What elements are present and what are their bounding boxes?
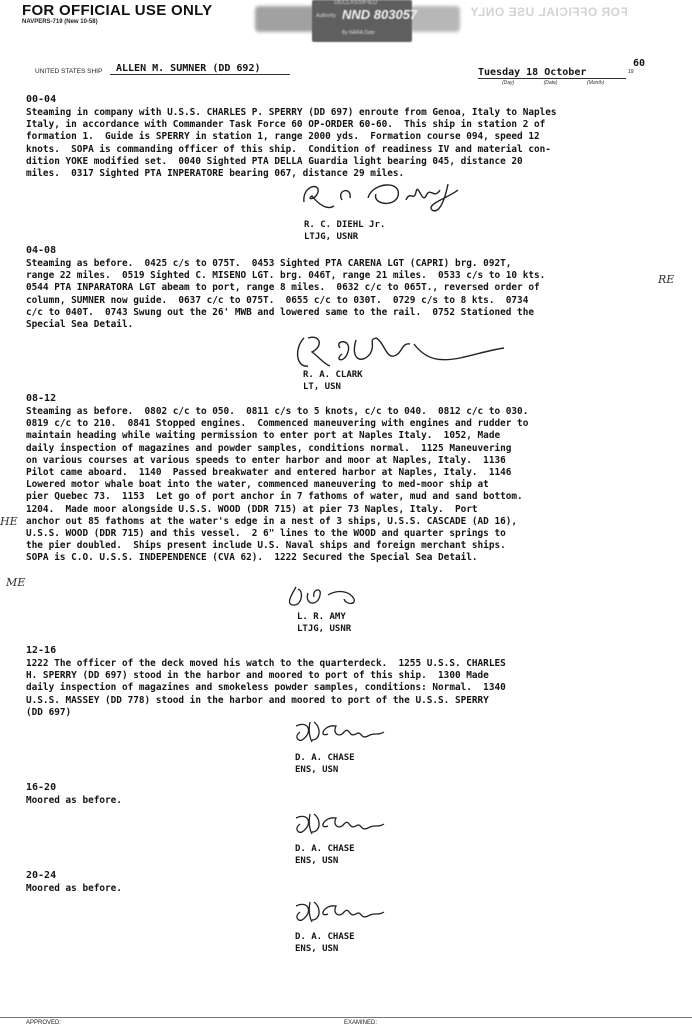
watch-period: 12-16 [26, 645, 57, 656]
month-caption: (Month) [586, 80, 605, 86]
ship-label: UNITED STATES SHIP [35, 68, 103, 75]
ship-name: ALLEN M. SUMNER (DD 692) [110, 63, 290, 75]
signature-scribble [292, 718, 388, 744]
approved-label: APPROVED: [26, 1020, 62, 1026]
ink-smudge [410, 6, 460, 32]
declassified-stamp [312, 0, 418, 42]
signature-scribble [298, 176, 478, 216]
watch-period: 04-08 [26, 245, 57, 256]
date-caption: (Date) [543, 80, 558, 86]
stamp-by-line: By NARA Date [342, 30, 375, 36]
year-value: 60 [633, 58, 646, 69]
form-number: NAVPERS-719 (New 10-58) [22, 19, 98, 25]
signature-block: D. A. CHASE ENS, USN [295, 753, 355, 775]
watch-period: 00-04 [26, 94, 57, 105]
margin-initials: RE [658, 273, 675, 286]
examined-label: EXAMINED: [344, 1020, 378, 1026]
year-prefix: 19 [628, 69, 634, 75]
day-caption: (Day) [502, 80, 515, 86]
footer-divider [0, 1017, 692, 1018]
stamp-number: NND 803057 [342, 7, 418, 22]
signature-block: D. A. CHASE ENS, USN [295, 932, 355, 954]
bleed-through-text: FOR OFFICIAL USE ONLY [470, 5, 628, 19]
signature-block: R. C. DIEHL Jr. LTJG, USNR [304, 220, 386, 242]
watch-entry: Steaming as before. 0425 c/s to 075T. 0453 Sighted PTA CARENA LGT (CAPRI) brg. 092T, range 22 miles. 0519 Sighted C. MISENO LGT. brg. 046T, range 21 miles. 0533 c/s to 10 kts. 0544 PTA INPARATORA LGT abeam to port, range 8 miles. 0632 c/c to 065T., reversed order of column, SUMNER now guide. 0637 c/c to 075T. 0655 c/c to 030T. 0729 c/s to 8 kts. 0734 c/c to 040T. 0743 Swung out the 26' MWB and lowered same to the rail. 0752 Stationed the Special Sea Detail. [26, 258, 546, 331]
watch-entry: Steaming in company with U.S.S. CHARLES P. SPERRY (DD 697) enroute from Genoa, Italy to Naples Italy, in accordance with Commander Task Force 60 OP-ORDER 60-60. This ship in station 2 of formation 1. Guide is SPERRY in station 1, range 2000 yds. Formation course 094, speed 12 knots. SOPA is commanding officer of this ship. Condition of readiness IV and material con- dition YOKE modified set. 0040 Sighted PTA DELLA Guardia light bearing 045, distance 20 miles. 0317 Sighted PTA INPERATORE bearing 067, distance 29 miles. [26, 107, 557, 180]
log-date: Tuesday 18 October [478, 67, 626, 79]
signature-scribble [290, 330, 510, 374]
watch-period: 20-24 [26, 870, 57, 881]
signature-block: R. A. CLARK LT, USN [303, 370, 363, 392]
signature-scribble [292, 898, 388, 924]
signature-scribble [284, 583, 364, 611]
watch-entry: Moored as before. [26, 883, 122, 894]
watch-period: 08-12 [26, 393, 57, 404]
ink-smudge [255, 6, 317, 32]
watch-entry: Moored as before. [26, 795, 122, 806]
signature-scribble [292, 810, 388, 836]
watch-period: 16-20 [26, 782, 57, 793]
stamp-label: DECLASSIFIED [334, 0, 378, 6]
margin-initials: ME [6, 576, 26, 589]
watch-entry: Steaming as before. 0802 c/c to 050. 0811 c/s to 5 knots, c/c to 040. 0812 c/c to 030. 0819 c/c to 210. 0841 Stopped engines. Commenced maneuvering with engines and rudder to maintain heading while waiting permission to enter port at Naples Italy. 1052, Made daily inspection of magazines and powder samples, conditions normal. 1125 Maneuvering on various courses at various speeds to enter harbor and moor at Naples, Italy. 1136 Pilot came aboard. 1140 Passed breakwater and entered harbor at Naples, Italy. 1146 Lowered motor whale boat into the water, commenced maneuvering to med-moor ship at pier Quebec 73. 1153 Let go of port anchor in 7 fathoms of water, mud and sand bottom. 1204. Made moor alongside U.S.S. WOOD (DDR 715) at pier 73 Naples, Italy. Port anchor out 85 fathoms at the water's edge in a nest of 3 ships, U.S.S. CASCADE (AD 16), U.S.S. WOOD (DDR 715) and this vessel. 2 6" lines to the WOOD and quarter springs to the pier doubled. Ships present include U.S. Naval ships and foreign merchant ships. SOPA is C.O. U.S.S. INDEPENDENCE (CVA 62). 1222 Secured the Special Sea Detail. [26, 406, 529, 564]
stamp-authority: Authority [316, 13, 336, 19]
signature-block: D. A. CHASE ENS, USN [295, 844, 355, 866]
signature-block: L. R. AMY LTJG, USNR [297, 612, 352, 634]
date-captions [502, 80, 632, 86]
margin-initials: HE [0, 515, 18, 528]
watch-entry: 1222 The officer of the deck moved his watch to the quarterdeck. 1255 U.S.S. CHARLES H. SPERRY (DD 697) stood in the harbor and moored to port of this ship. 1300 Made daily inspection of magazines and smokeless powder samples, conditions: Normal. 1340 U.S.S. MASSEY (DD 778) stood in the harbor and moored to port of the U.S.S. SPERRY (DD 697) [26, 658, 506, 718]
classification-heading: FOR OFFICIAL USE ONLY [22, 2, 213, 19]
